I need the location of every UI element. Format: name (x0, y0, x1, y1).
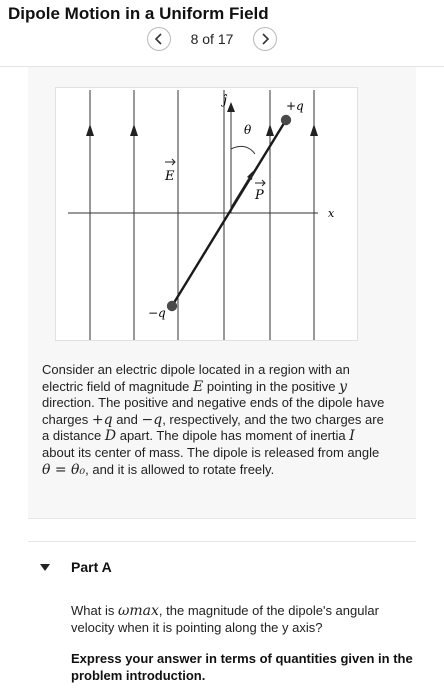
minus-q-label: −q (148, 306, 166, 320)
theta-label: θ (244, 123, 252, 137)
x-axis-label: x (328, 207, 335, 220)
p-vector-label: P (255, 188, 264, 203)
dipole-moment-vector (232, 175, 251, 206)
e-vector-arrow (165, 159, 175, 165)
page-title: Dipole Motion in a Uniform Field (8, 4, 269, 23)
part-a-question: What is ωmax, the magnitude of the dipole's angular velocity when it is pointing along the y axis? (71, 603, 379, 635)
y-axis-arrowhead (227, 102, 235, 112)
chevron-right-icon (260, 33, 270, 45)
next-button[interactable] (253, 27, 277, 51)
dipole-diagram (56, 88, 359, 342)
j-hat-label: ĵ (223, 93, 227, 107)
page-counter: 8 of 17 (190, 31, 234, 47)
theta-arc (231, 146, 255, 154)
part-a-header[interactable] (28, 542, 416, 592)
field-arrowhead (86, 124, 94, 136)
dipole-moment-arrowhead (247, 171, 253, 180)
field-arrowhead (130, 124, 138, 136)
field-arrowhead (266, 124, 274, 136)
part-a-label: Part A (71, 559, 112, 575)
chevron-left-icon (154, 33, 164, 45)
plus-q-label: +q (286, 99, 304, 113)
negative-charge (167, 301, 177, 311)
dipole-figure (55, 87, 358, 341)
field-arrowhead (310, 124, 318, 136)
pagination (147, 26, 277, 52)
answer-instruction: Express your answer in terms of quantities given in the problem introduction. (71, 651, 413, 683)
previous-button[interactable] (147, 27, 171, 51)
p-vector-arrow (255, 180, 265, 186)
e-field-label: E (165, 169, 175, 184)
omega-max-symbol: ωmax (117, 603, 159, 619)
positive-charge (281, 115, 291, 125)
problem-introduction: Consider an electric dipole located in a region with an electric field of magnitude E pointing in the positive y direction. The positive and negative ends of the dipole have charges +q and −q, respectively, and the two charges are a distance D apart. The dipole has moment of inertia I about its center of mass. The dipole is released from angle θ = θ₀, and it is allowed to rotate freely. (42, 362, 385, 478)
caret-down-icon (40, 564, 50, 571)
